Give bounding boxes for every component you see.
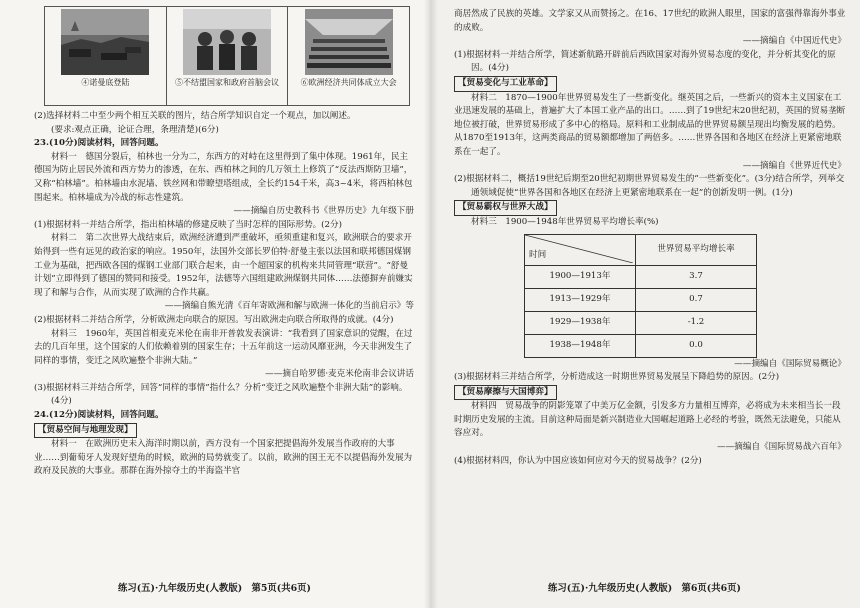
binding-gutter: [424, 0, 438, 608]
picture-strip: [44, 6, 410, 106]
q23-material-1-source: ——摘编自历史教科书《世界历史》九年级下册: [233, 206, 414, 217]
table-row: [525, 311, 757, 334]
question-24-3: (3)根据材料三并结合所学，分析造成这一时期世界贸易发展呈下降趋势的原因。(2分): [454, 372, 780, 383]
table-header-time: 时间: [529, 249, 547, 260]
table-cell-rate: 0.7: [636, 288, 757, 311]
picture-cell-normandy: [44, 6, 166, 106]
table-header-rate: 世界贸易平均增长率: [636, 234, 757, 265]
table-cell-rate: -1.2: [636, 311, 757, 334]
q24-material-4-source: ——摘编自《国际贸易战六百年》: [717, 442, 846, 453]
q24-material-2: 材料二 1870—1900年世界贸易发生了一些新变化。继英国之后，一些新兴的资本主义国家在工业迅速发展的基础上，普遍扩大了本国工业产品的出口。……到了19世纪末20世纪初，英国的贸易垄断地位被打破，世界贸易形成了多中心的格局。原料和工业制成品的世界贸易额呈现出均衡发展的趋势。从1870至1913年，这两类商品的贸易额都增加了两倍多。……世界各国和各地区在经济上更紧密地联系在一起了。: [454, 92, 846, 157]
picture-cell-nonaligned: [166, 6, 288, 106]
picture-caption: ⑤不结盟国家和政府首脑会议: [175, 78, 279, 87]
question-23-3: (3)根据材料三并结合所学，回答“同样的事情”指什么？分析“变迁之风吹遍整个非洲大陆”的影响。(4分): [34, 382, 408, 407]
q23-material-3: 材料三 1960年，英国首相麦克米伦在南非开普敦发表演讲：“我看到了国家意识的觉醒，在过去的几百年里，这个国家的人们依赖着别的国家生存；十五年前这一运动风靡亚洲，今天非洲发生了同样的事情，变迁之风吹遍整个非洲大陆。”: [34, 328, 413, 366]
q24-material-3: 材料三 1900—1948年世界贸易平均增长率(%): [471, 216, 659, 227]
table-cell-rate: 0.0: [636, 334, 757, 357]
q23-material-1: 材料一 德国分裂后，柏林也一分为二，东西方的对峙在这里得到了集中体现。1961年，民主德国为防止居民外流和西方势力的渗透，在东、西柏林之间的几万领土上修筑了“反法西斯防卫墙”，又称“柏林墙”。柏林墙由水泥墙、铁丝网和带瞭望塔组成，全长约154千米，高3~4米，将西柏林包围起来。柏林墙成为冷战的标志性建筑。: [34, 151, 413, 203]
q23-material-2: 材料二 第二次世界大战结束后，欧洲经济遭到严重破坏，亟须重建和复兴，欧洲联合的要求开始得到一些有远见的政治家的响应。1950年，法国外交部长罗伯特·舒曼主张以法国和联邦德国煤钢工业为基础，把西欧各国的煤钢工业部门联合起来，由一个超国家的机构来共同管理“联营”。“舒曼计划”立即得到了德国的赞同和接受。1952年，法德等六国组建欧洲煤钢共同体……法德摒弃前嫌实现了和解与合作，从而实现了欧洲的合作共赢。: [34, 233, 413, 298]
assembly-hall-photo: [305, 9, 393, 75]
table-source: ——摘编自《国际贸易概论》: [734, 358, 846, 369]
table-cell-period: 1938—1948年: [525, 334, 636, 357]
question-22-2: (2)选择材料二中至少两个相互关联的图片，结合所学知识自定一个观点，加以阐述。: [34, 111, 356, 121]
picture-caption: ④诺曼底登陆: [81, 78, 130, 87]
section-heading-trade-space: 【贸易空间与地理发现】: [34, 423, 414, 439]
page-footer-5: 练习(五)·九年级历史(人教版) 第5页(共6页): [118, 583, 311, 594]
picture-caption: ⑥欧洲经济共同体成立大会: [300, 78, 397, 87]
summit-meeting-photo: [183, 9, 271, 75]
q23-material-3-source: ——摘自哈罗德·麦克米伦南非会议讲话: [265, 369, 414, 380]
table-row: [525, 288, 757, 311]
q24-material-1: 材料一 在欧洲历史未入海洋时期以前，西方没有一个国家把提倡海外发展当作政府的大事业……到葡萄牙人发现好望角的时候，欧洲的局势就变了。以前，欧洲的国王无不以提倡海外发展为政府及民族的大事业。那群在海外掠夺土的半海盗半官: [34, 439, 413, 477]
q24-material-1-continued: 商居然成了民族的英雄。文学家又从而赞扬之。在16、17世纪的欧洲人眼里，国家的富强得靠海外事业的成败。: [454, 9, 846, 33]
page-footer-6: 练习(五)·九年级历史(人教版) 第6页(共6页): [548, 583, 741, 594]
table-row: [525, 334, 757, 357]
q24-material-2-source: ——摘编自《世界近代史》: [742, 160, 846, 171]
question-24-1: (1)根据材料一并结合所学，简述新航路开辟前后西欧国家对海外贸易态度的变化，并分析其变化的原因。(4分): [454, 49, 836, 74]
question-24-heading: 24.(12分)阅读材料，回答问题。: [34, 410, 164, 421]
question-23-heading: 23.(10分)阅读材料，回答问题。: [34, 138, 164, 149]
question-22-2-requirement: (要求:观点正确，论证合理，条理清楚)(6分): [51, 124, 219, 135]
question-24-2: (2)根据材料二，概括19世纪后期至20世纪初期世界贸易发生的“一些新变化”。(3分)结合所学，列举交通领域促使“世界各国和各地区在经济上更紧密地联系在一起”的创新发明一例。(1分): [454, 174, 845, 198]
table-row: [525, 265, 757, 288]
section-heading-hegemony: 【贸易霸权与世界大战】: [454, 200, 846, 216]
section-heading-friction: 【贸易摩擦与大国博弈】: [454, 385, 846, 401]
page-6: [430, 0, 860, 608]
picture-cell-eec: [287, 6, 410, 106]
right-column: [454, 8, 846, 468]
table-cell-period: 1913—1929年: [525, 288, 636, 311]
left-column: [34, 110, 414, 479]
table-header-corner: [525, 234, 636, 265]
table-cell-rate: 3.7: [636, 265, 757, 288]
trade-growth-table: [524, 234, 757, 358]
table-cell-period: 1900—1913年: [525, 265, 636, 288]
question-23-2: (2)根据材料二并结合所学，分析欧洲走向联合的原因。写出欧洲走向联合所取得的成就。(4分): [34, 314, 394, 325]
question-24-4: (4)根据材料四，你认为中国应该如何应对今天的贸易战争？(2分): [454, 455, 702, 466]
section-heading-industrial: 【贸易变化与工业革命】: [454, 76, 846, 92]
table-cell-period: 1929—1938年: [525, 311, 636, 334]
question-23-1: (1)根据材料一并结合所学，指出柏林墙的修建反映了当时怎样的国际形势。(2分): [34, 219, 342, 230]
q24-material-1-source: ——摘编自《中国近代史》: [742, 36, 846, 47]
q23-material-2-source: ——摘编自熊光清《百年寄欧洲和解与欧洲一体化的当前启示》等: [164, 301, 414, 312]
landing-ships-photo: [61, 9, 149, 75]
q24-material-4: 材料四 贸易战争的阴影笼罩了中美万亿金额，引发多方力量相互博弈，必将成为未来相当长一段时期历史发展的主流。目前这种局面是新兴制造业大国崛起道路上必经的考验，既然无法避免，只能从容应对。: [454, 401, 841, 439]
